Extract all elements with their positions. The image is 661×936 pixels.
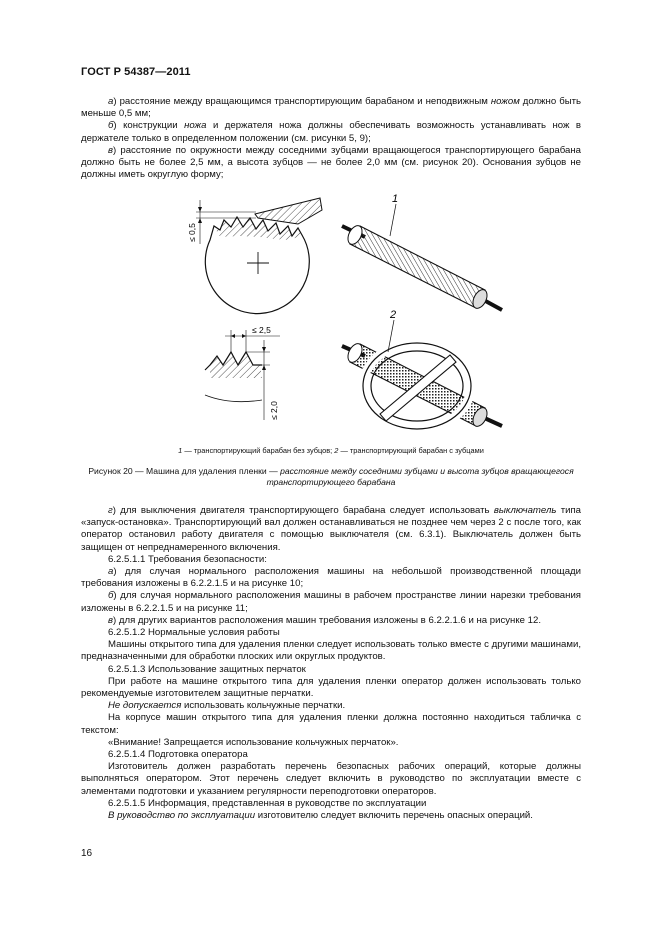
item-a: а) расстояние между вращающимся транспортирующим барабаном и неподвижным ножом должно быть меньше 0,5 мм; — [81, 96, 581, 120]
item-l-a: а) для случая нормального расположения машины на небольшой производственной площади требования изложены в 6.2.2.1.5 и на рисунке 10; — [81, 566, 581, 590]
para-6-2-5-1-3-a: При работе на машине открытого типа для удаления пленки оператор должен использовать только рекомендуемые изготовителем защитные перчатки. — [81, 675, 581, 700]
figure-caption: Рисунок 20 — Машина для удаления пленки — расстояние между соседними зубцами и высота зубцов вращающегося транспортирующего барабана — [88, 466, 574, 487]
item-b: б) конструкции ножа и держателя ножа должны обеспечивать возможность устанавливать нож в держателе только в определенном положении (см. рисунки 5, 9); — [81, 120, 581, 144]
item-l-b: б) для случая нормального расположения машины в рабочем пространстве линии нарезки требования изложены в 6.2.2.1.5 и на рисунке 11; — [81, 590, 581, 614]
body-text — [81, 505, 581, 822]
label-1: 1 — [392, 193, 399, 205]
para-6-2-5-1-3-b: Не допускается использовать кольчужные перчатки. — [108, 700, 346, 712]
top-list — [81, 96, 581, 181]
section-6-2-5-1-1: 6.2.5.1.1 Требования безопасности: — [108, 553, 267, 565]
para-6-2-5-1-2: Машины открытого типа для удаления пленки следует использовать только вместе с другими машинами, предназначенными для обработки плоских или округлых продуктов. — [81, 639, 581, 663]
section-6-2-5-1-2: 6.2.5.1.2 Нормальные условия работы — [108, 627, 280, 639]
page-header: ГОСТ Р 54387—2011 — [81, 66, 191, 78]
para-6-2-5-1-4: Изготовитель должен разработать перечень безопасных рабочих операций, которые должны выполняться оператором. Этот перечень следует включить в руководство по эксплуатации вместе с элементами подготовки и указанием регулярности переподготовки операторов. — [81, 761, 581, 797]
figure-20 — [180, 190, 520, 430]
drum-with-teeth — [342, 309, 502, 429]
dimension-0-5: ≤ 0,5 — [187, 223, 197, 242]
item-v: в) расстояние по окружности между соседними зубцами вращающегося транспортирующего барабана должно быть не более 2,5 мм, а высота зубцов — не более 2,0 мм (см. рисунок 20). Основания зубцов не должны иметь округлую форму; — [81, 144, 581, 181]
section-6-2-5-1-4: 6.2.5.1.4 Подготовка оператора — [108, 749, 248, 761]
teeth-detail — [205, 325, 280, 420]
para-6-2-5-1-3-c: На корпусе машин открытого типа для удаления пленки должна постоянно находиться табличка с текстом: — [81, 712, 581, 736]
section-6-2-5-1-5: 6.2.5.1.5 Информация, представленная в руководстве по эксплуатации — [108, 797, 427, 809]
toothed-drum-section — [187, 198, 322, 314]
item-l-v: в) для других вариантов расположения машин требования изложены в 6.2.2.1.6 и на рисунке 12. — [108, 614, 542, 626]
section-6-2-5-1-3: 6.2.5.1.3 Использование защитных перчаток — [108, 663, 306, 675]
para-6-2-5-1-3-d: «Внимание! Запрещается использование кольчужных перчаток». — [108, 736, 399, 748]
figure-legend: 1 — транспортирующий барабан без зубцов; 2 — транспортирующий барабан с зубцами — [178, 446, 484, 455]
label-2: 2 — [390, 309, 397, 321]
dimension-2-5: ≤ 2,5 — [252, 325, 271, 335]
item-g: г) для выключения двигателя транспортирующего барабана следует использовать выключатель типа «запуск-остановка». Транспортирующий вал должен останавливаться не позднее чем через 2 с после того, как оператор остановил работу двигателя с помощью выключателя (см. 6.3.1). Выключатель должен быть защищен от непреднамеренного включения. — [81, 505, 581, 553]
dimension-2-0: ≤ 2,0 — [269, 401, 279, 420]
page-number: 16 — [81, 848, 93, 859]
para-6-2-5-1-5: В руководство по эксплуатации изготовителю следует включить перечень опасных операций. — [108, 810, 533, 822]
drum-without-teeth — [342, 193, 502, 311]
